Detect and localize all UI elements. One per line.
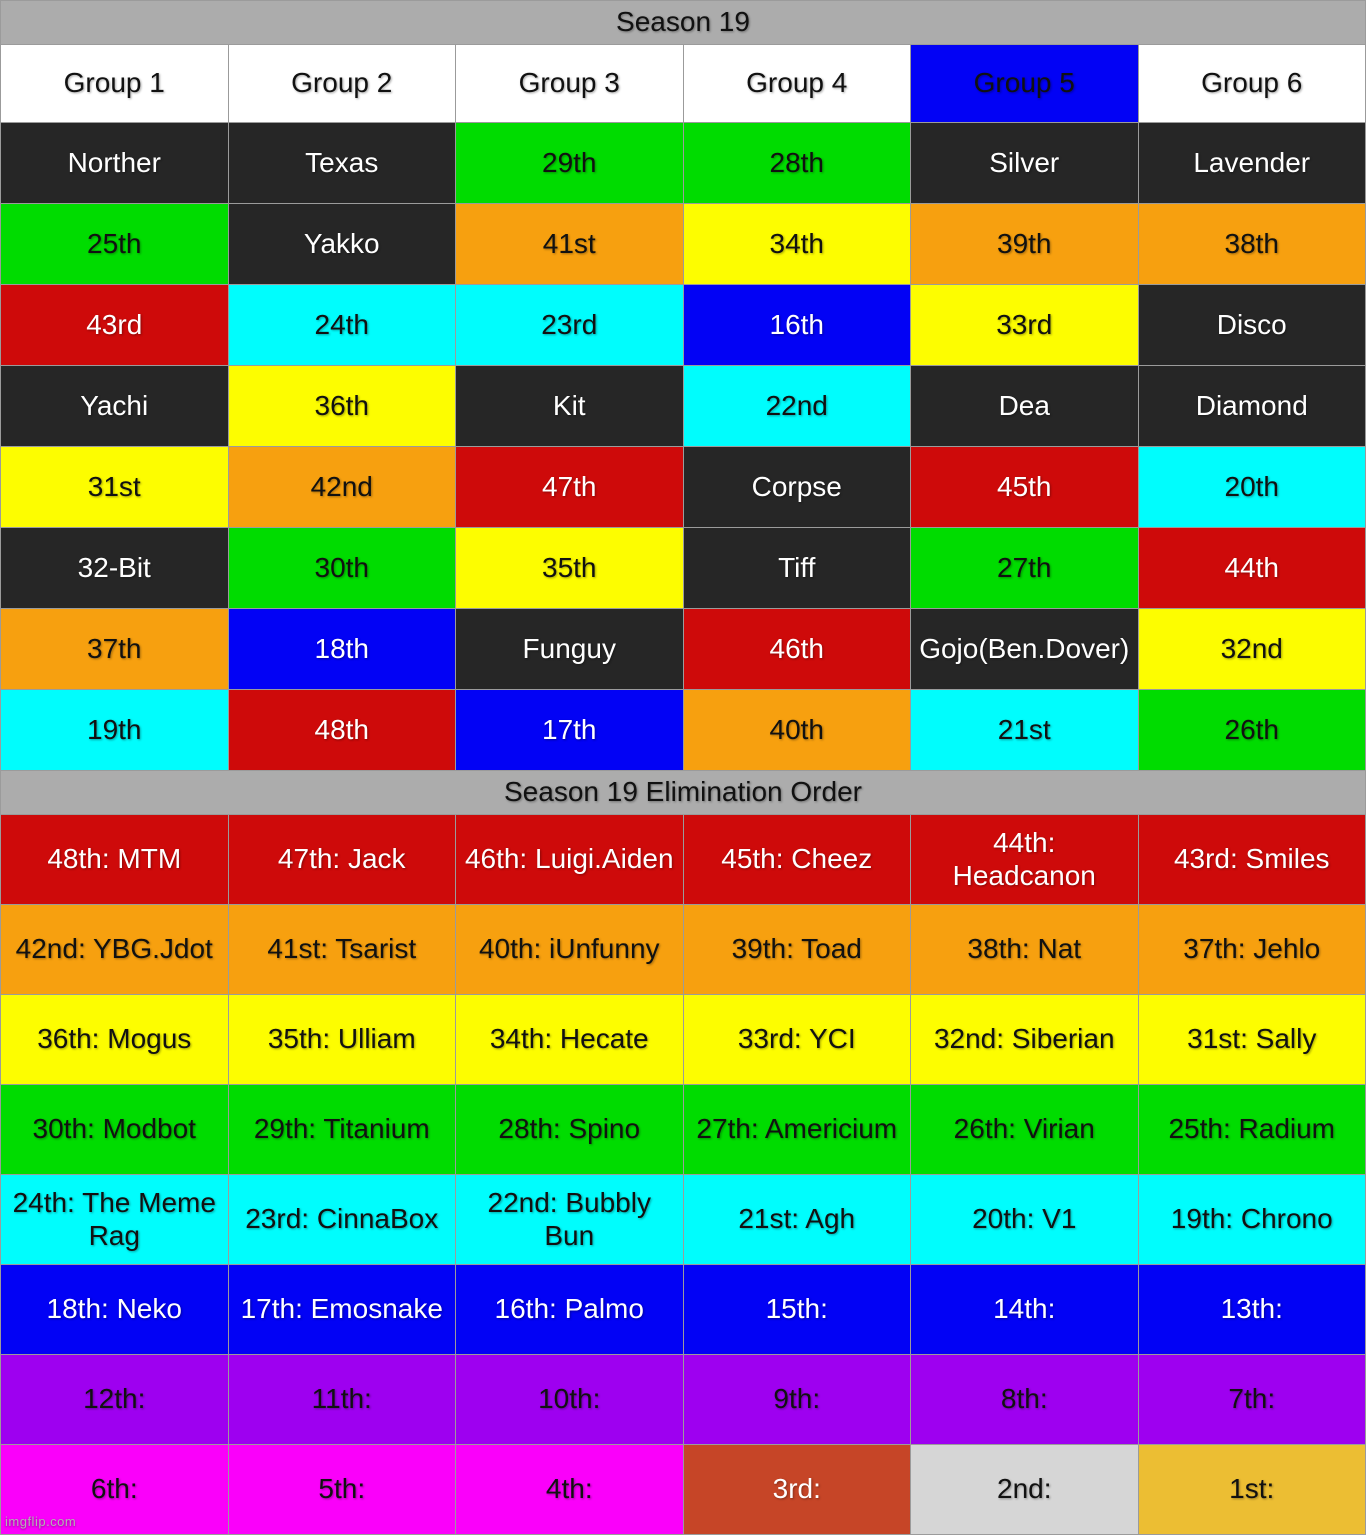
group-cell-r5-2: 42nd (228, 447, 456, 528)
elim-cell-r8-3: 4th: (456, 1445, 684, 1535)
elim-cell-r8-4: 3rd: (683, 1445, 911, 1535)
elim-cell-r3-5: 32nd: Siberian (911, 995, 1139, 1085)
elim-cell-r6-2: 17th: Emosnake (228, 1265, 456, 1355)
group-cell-r7-1: 37th (1, 609, 229, 690)
elim-cell-r5-6: 19th: Chrono (1138, 1175, 1366, 1265)
elim-cell-r7-2: 11th: (228, 1355, 456, 1445)
group-header-5: Group 5 (911, 45, 1139, 123)
group-cell-r4-2: 36th (228, 366, 456, 447)
group-cell-r4-3: Kit (456, 366, 684, 447)
group-cell-r8-4: 40th (683, 690, 911, 771)
group-cell-r3-4: 16th (683, 285, 911, 366)
elim-cell-r5-3: 22nd: Bubbly Bun (456, 1175, 684, 1265)
group-cell-r6-1: 32-Bit (1, 528, 229, 609)
elim-cell-r4-1: 30th: Modbot (1, 1085, 229, 1175)
season-title: Season 19 (1, 1, 1366, 45)
elim-cell-r6-6: 13th: (1138, 1265, 1366, 1355)
elim-cell-r7-4: 9th: (683, 1355, 911, 1445)
group-cell-r4-4: 22nd (683, 366, 911, 447)
elim-cell-r5-2: 23rd: CinnaBox (228, 1175, 456, 1265)
elim-cell-r3-4: 33rd: YCI (683, 995, 911, 1085)
group-cell-r6-6: 44th (1138, 528, 1366, 609)
elim-cell-r1-3: 46th: Luigi.Aiden (456, 815, 684, 905)
elim-cell-r2-2: 41st: Tsarist (228, 905, 456, 995)
elim-cell-r6-3: 16th: Palmo (456, 1265, 684, 1355)
group-cell-r7-6: 32nd (1138, 609, 1366, 690)
group-cell-r3-6: Disco (1138, 285, 1366, 366)
elim-cell-r8-6: 1st: (1138, 1445, 1366, 1535)
elim-cell-r7-3: 10th: (456, 1355, 684, 1445)
group-cell-r5-1: 31st (1, 447, 229, 528)
group-cell-r3-2: 24th (228, 285, 456, 366)
season-table-body (1, 1, 1366, 1535)
elim-cell-r7-5: 8th: (911, 1355, 1139, 1445)
elim-cell-r5-1: 24th: The Meme Rag (1, 1175, 229, 1265)
elim-cell-r2-3: 40th: iUnfunny (456, 905, 684, 995)
group-cell-r2-6: 38th (1138, 204, 1366, 285)
group-cell-r5-5: 45th (911, 447, 1139, 528)
group-header-1: Group 1 (1, 45, 229, 123)
group-cell-r4-1: Yachi (1, 366, 229, 447)
elim-cell-r2-6: 37th: Jehlo (1138, 905, 1366, 995)
elim-cell-r3-6: 31st: Sally (1138, 995, 1366, 1085)
group-header-6: Group 6 (1138, 45, 1366, 123)
elim-cell-r5-5: 20th: V1 (911, 1175, 1139, 1265)
group-cell-r7-5: Gojo(Ben.Dover) (911, 609, 1139, 690)
group-cell-r7-2: 18th (228, 609, 456, 690)
group-header-4: Group 4 (683, 45, 911, 123)
group-cell-r1-1: Norther (1, 123, 229, 204)
elim-cell-r1-6: 43rd: Smiles (1138, 815, 1366, 905)
elim-cell-r2-5: 38th: Nat (911, 905, 1139, 995)
elim-cell-r4-5: 26th: Virian (911, 1085, 1139, 1175)
elim-cell-r5-4: 21st: Agh (683, 1175, 911, 1265)
group-cell-r2-4: 34th (683, 204, 911, 285)
group-cell-r3-3: 23rd (456, 285, 684, 366)
elim-cell-r6-1: 18th: Neko (1, 1265, 229, 1355)
group-cell-r8-3: 17th (456, 690, 684, 771)
group-cell-r2-2: Yakko (228, 204, 456, 285)
imgflip-watermark: imgflip.com (5, 1514, 77, 1529)
elim-cell-r3-3: 34th: Hecate (456, 995, 684, 1085)
group-cell-r2-5: 39th (911, 204, 1139, 285)
elim-cell-r8-1: 6th: (1, 1445, 229, 1535)
elim-cell-r4-6: 25th: Radium (1138, 1085, 1366, 1175)
elim-cell-r1-4: 45th: Cheez (683, 815, 911, 905)
elim-cell-r4-3: 28th: Spino (456, 1085, 684, 1175)
group-cell-r2-1: 25th (1, 204, 229, 285)
group-cell-r1-5: Silver (911, 123, 1139, 204)
group-cell-r7-3: Funguy (456, 609, 684, 690)
group-header-2: Group 2 (228, 45, 456, 123)
elim-cell-r1-1: 48th: MTM (1, 815, 229, 905)
elim-cell-r3-2: 35th: Ulliam (228, 995, 456, 1085)
group-cell-r5-3: 47th (456, 447, 684, 528)
group-cell-r1-6: Lavender (1138, 123, 1366, 204)
elim-cell-r1-2: 47th: Jack (228, 815, 456, 905)
group-cell-r5-4: Corpse (683, 447, 911, 528)
elim-cell-r2-4: 39th: Toad (683, 905, 911, 995)
elimination-order-title: Season 19 Elimination Order (1, 771, 1366, 815)
elim-cell-r6-4: 15th: (683, 1265, 911, 1355)
group-cell-r6-5: 27th (911, 528, 1139, 609)
group-cell-r4-6: Diamond (1138, 366, 1366, 447)
elim-cell-r7-1: 12th: (1, 1355, 229, 1445)
group-cell-r7-4: 46th (683, 609, 911, 690)
group-cell-r1-2: Texas (228, 123, 456, 204)
group-cell-r1-4: 28th (683, 123, 911, 204)
group-cell-r8-2: 48th (228, 690, 456, 771)
group-cell-r1-3: 29th (456, 123, 684, 204)
group-cell-r8-5: 21st (911, 690, 1139, 771)
elim-cell-r4-4: 27th: Americium (683, 1085, 911, 1175)
elim-cell-r8-5: 2nd: (911, 1445, 1139, 1535)
elim-cell-r7-6: 7th: (1138, 1355, 1366, 1445)
group-cell-r8-6: 26th (1138, 690, 1366, 771)
group-cell-r5-6: 20th (1138, 447, 1366, 528)
elim-cell-r3-1: 36th: Mogus (1, 995, 229, 1085)
group-cell-r3-5: 33rd (911, 285, 1139, 366)
elim-cell-r2-1: 42nd: YBG.Jdot (1, 905, 229, 995)
elim-cell-r4-2: 29th: Titanium (228, 1085, 456, 1175)
group-cell-r6-3: 35th (456, 528, 684, 609)
group-header-3: Group 3 (456, 45, 684, 123)
elim-cell-r1-5: 44th: Headcanon (911, 815, 1139, 905)
group-cell-r3-1: 43rd (1, 285, 229, 366)
elim-cell-r6-5: 14th: (911, 1265, 1139, 1355)
group-cell-r6-2: 30th (228, 528, 456, 609)
elim-cell-r8-2: 5th: (228, 1445, 456, 1535)
group-cell-r6-4: Tiff (683, 528, 911, 609)
group-cell-r4-5: Dea (911, 366, 1139, 447)
group-cell-r2-3: 41st (456, 204, 684, 285)
group-cell-r8-1: 19th (1, 690, 229, 771)
